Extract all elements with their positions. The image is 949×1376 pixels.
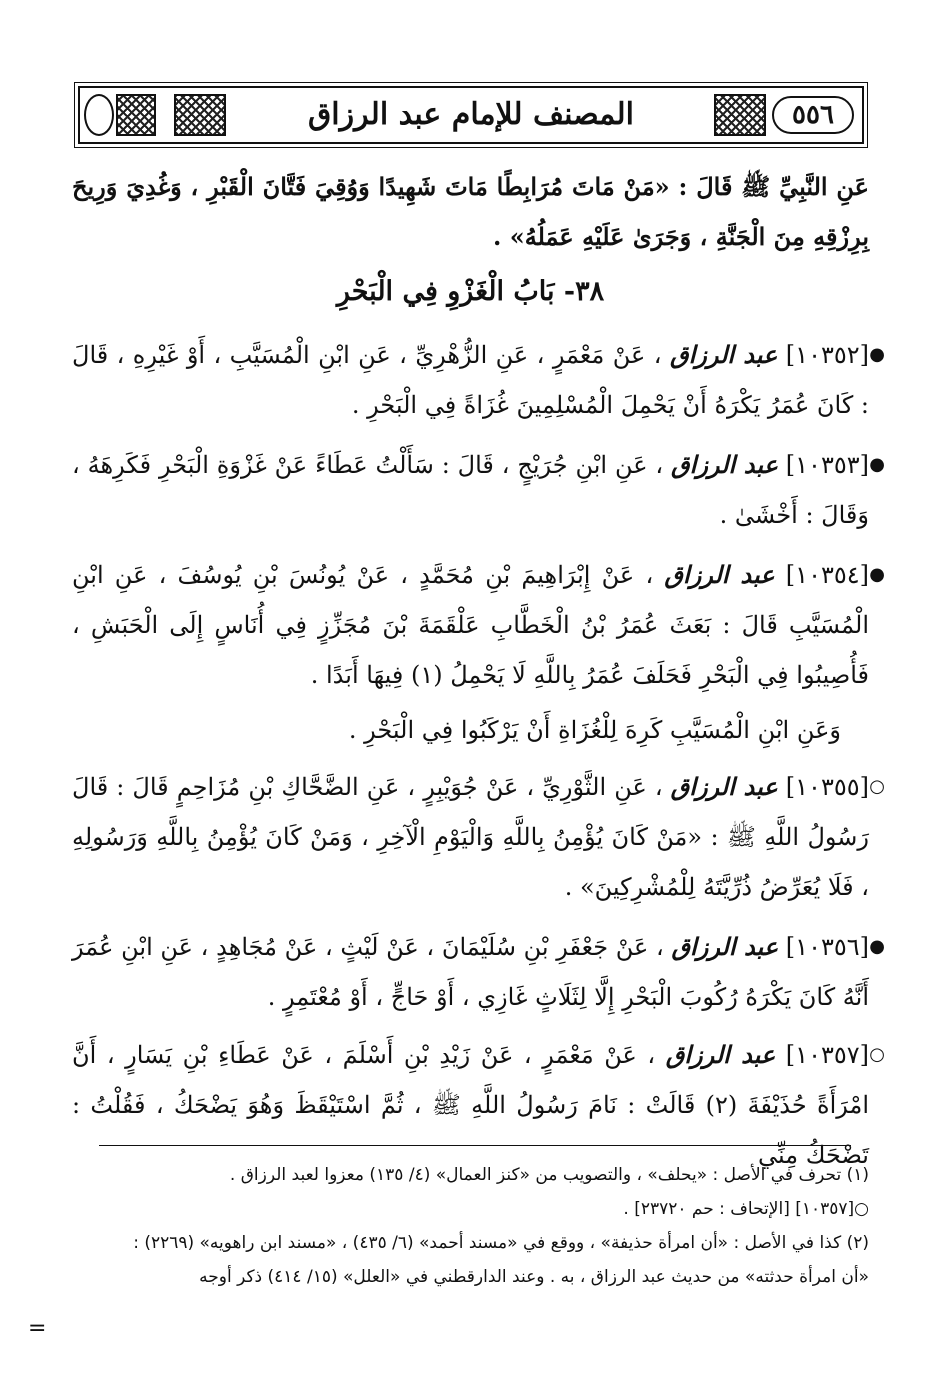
hadith-number: [١٠٣٥٤] (785, 561, 869, 589)
narrator-name: عبد الرزاق (665, 1040, 776, 1069)
hadith-number: [١٠٣٥٣] (785, 451, 869, 479)
paragraph (72, 762, 885, 912)
paragraph (72, 922, 885, 1022)
paragraph-text: وَعَنِ ابْنِ الْمُسَيَّبِ كَرِهَ لِلْغُزَاةِ أَنْ يَرْكَبُوا فِي الْبَحْرِ . (348, 716, 841, 744)
paragraph-text: ، عَنْ جَعْفَرِ بْنِ سُلَيْمَانَ ، عَنْ لَيْثٍ ، عَنْ مُجَاهِدٍ ، عَنِ ابْنِ عُمَرَ أَنَّهُ كَانَ يَكْرَهُ رُكُوبَ الْبَحْرِ إِلَّا لِثَلَاثٍ غَازِي ، أَوْ حَاجٍّ ، أَوْ مُعْتَمِرٍ . (72, 933, 869, 1011)
running-title: المصنف للإمام عبد الرزاق (308, 97, 634, 132)
continuation-mark: = (28, 1316, 47, 1341)
hollow-bullet-icon: ○ (869, 776, 885, 797)
footnote-divider (99, 1145, 851, 1146)
paragraph (72, 440, 885, 540)
paragraph-text: ، عَنْ مَعْمَرٍ ، عَنْ زَيْدِ بْنِ أَسْلَمَ ، عَنْ عَطَاءِ بْنِ يَسَارٍ ، أَنَّ امْرَأَةً حُذَيْفَةَ (٢) قَالَتْ : نَامَ رَسُولُ اللَّهِ ﷺ ، ثُمَّ اسْتَيْقَظَ وَهُوَ يَضْحَكُ ، فَقُلْتُ : تَضْحَكُ مِنِّي (72, 1041, 869, 1169)
hadith-number: [١٠٣٥٦] (785, 933, 869, 961)
footnote: (٢) كذا في الأصل : «أن امرأة حذيفة» ، ووقع في «مسند أحمد» (٦/ ٤٣٥) ، «مسند ابن راهويه» (٢٢٦٩) : (133, 1233, 869, 1253)
footnotes (56, 1158, 869, 1294)
paragraph-text: ، عَنْ إِبْرَاهِيمَ بْنِ مُحَمَّدٍ ، عَنْ يُونُسَ بْنِ يُوسُفَ ، عَنِ ابْنِ الْمُسَيَّبِ قَالَ : بَعَثَ عُمَرُ بْنُ الْخَطَّابِ عَلْقَمَةَ بْنَ مُجَزِّزٍ فِي أُنَاسٍ إِلَى الْحَبَشِ ، فَأُصِيبُوا فِي الْبَحْرِ فَحَلَفَ عُمَرُ بِاللَّهِ لَا يَحْمِلُ (١) فِيهَا أَبَدًا . (72, 561, 869, 689)
footnote: «أن امرأة حدثته» من حديث عبد الرزاق ، به . وعند الدارقطني في «العلل» (١٥/ ٤١٤) ذكر أوجه (199, 1267, 869, 1287)
narrator-name: عبد الرزاق (664, 560, 775, 589)
paragraph (72, 162, 869, 262)
ornament-right (714, 94, 766, 136)
filled-bullet-icon: ● (869, 936, 885, 957)
narrator-name: عبد الرزاق (671, 932, 779, 961)
filled-bullet-icon: ● (869, 344, 885, 365)
seal-icon (84, 94, 114, 136)
paragraph-text: ، عَنْ مَعْمَرٍ ، عَنِ الزُّهْرِيِّ ، عَنِ ابْنِ الْمُسَيَّبِ ، أَوْ غَيْرِهِ ، قَالَ : كَانَ عُمَرُ يَكْرَهُ أَنْ يَحْمِلَ الْمُسْلِمِينَ غُزَاةً فِي الْبَحْرِ . (72, 341, 869, 419)
footnote: ○[١٠٣٥٧] [الإتحاف : حم ٢٣٧٢٠] . (623, 1199, 869, 1219)
hollow-bullet-icon: ○ (869, 1044, 885, 1065)
hadith-number: [١٠٣٥٥] (785, 773, 869, 801)
hadith-number: [١٠٣٥٢] (785, 341, 869, 369)
paragraph-text: عَنِ النَّبِيِّ ﷺ قَالَ : «مَنْ مَاتَ مُرَابِطًا مَاتَ شَهِيدًا وَوُقِيَ فَتَّانَ الْقَبْرِ ، وَغُدِيَ وَرِيحَ بِرِزْقِهِ مِنَ الْجَنَّةِ ، وَجَرَىٰ عَلَيْهِ عَمَلُهُ» . (72, 172, 869, 251)
hadith-number: [١٠٣٥٧] (785, 1041, 869, 1069)
narrator-name: عبد الرزاق (669, 340, 778, 369)
chapter-heading: ٣٨- بَابُ الْغَزْوِ فِي الْبَحْرِ (336, 276, 605, 307)
paragraph (72, 550, 885, 700)
paragraph-text: ، عَنِ الثَّوْرِيِّ ، عَنْ جُوَيْبِرٍ ، عَنِ الضَّحَّاكِ بْنِ مُزَاحِمٍ قَالَ : قَالَ رَسُولُ اللَّهِ ﷺ : «مَنْ كَانَ يُؤْمِنُ بِاللَّهِ وَالْيَوْمِ الْآخِرِ ، وَمَنْ كَانَ يُؤْمِنُ بِاللَّهِ وَرَسُولِهِ ، فَلَا يُعَرِّضُ ذُرِّيَّتَهُ لِلْمُشْرِكِينَ» . (72, 773, 869, 901)
ornament-left (174, 94, 226, 136)
footnote: (١) تحرف في الأصل : «يحلف» ، والتصويب من «كنز العمال» (٤/ ١٣٥) معزوا لعبد الرزاق . (229, 1165, 869, 1185)
narrator-name: عبد الرزاق (670, 772, 778, 801)
ornament-far-left (116, 94, 156, 136)
filled-bullet-icon: ● (869, 564, 885, 585)
paragraph (72, 705, 841, 755)
narrator-name: عبد الرزاق (671, 450, 778, 479)
page-header (78, 86, 864, 144)
paragraph-text: ، عَنِ ابْنِ جُرَيْجٍ ، قَالَ : سَأَلْتُ عَطَاءً عَنْ غَزْوَةِ الْبَحْرِ فَكَرِهَهُ ، وَقَالَ : أَخْشَىٰ . (72, 451, 869, 529)
page-number: ٥٥٦ (772, 96, 854, 134)
filled-bullet-icon: ● (869, 454, 885, 475)
paragraph (72, 330, 885, 430)
